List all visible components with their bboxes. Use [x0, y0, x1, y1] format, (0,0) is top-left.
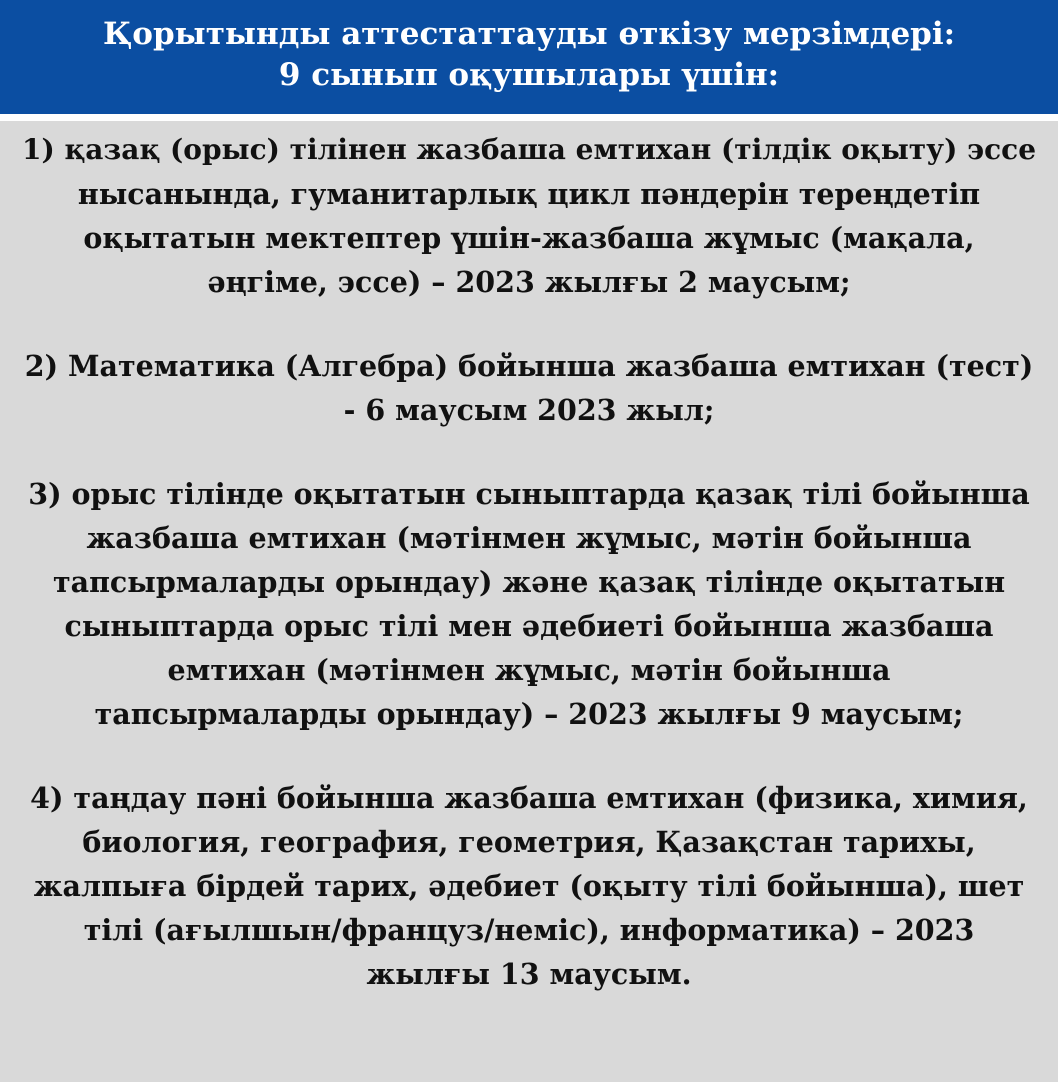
item-line: тапсырмаларды орындау) – 2023 жылғы 9 маусым; — [94, 697, 964, 731]
item-line: оқытатын мектептер үшін-жазбаша жұмыс (мақала, — [83, 221, 975, 255]
header-divider — [0, 114, 1058, 121]
schedule-item-2 — [0, 344, 1058, 432]
schedule-item-4 — [0, 776, 1058, 996]
item-line: 1) қазақ (орыс) тілінен жазбаша емтихан (тілдік оқыту) эссе — [21, 133, 1037, 166]
item-line: жалпыға бірдей тарих, әдебиет (оқыту тілі бойынша), шет — [33, 869, 1025, 903]
schedule-item-1 — [0, 128, 1058, 304]
item-line: - 6 маусым 2023 жыл; — [343, 393, 715, 427]
item-line: тілі (ағылшын/француз/неміс), информатика) – 2023 — [83, 913, 975, 947]
item-line: 3) орыс тілінде оқытатын сыныптарда қазақ тілі бойынша — [28, 477, 1030, 511]
item-line: биология, география, геометрия, Қазақстан тарихы, — [82, 825, 976, 859]
title-banner — [0, 0, 1058, 114]
item-line: әңгіме, эссе) – 2023 жылғы 2 маусым; — [207, 265, 851, 299]
item-line: сыныптарда орыс тілі мен әдебиеті бойынша жазбаша — [64, 609, 994, 643]
title-line-2: 9 сынып оқушылары үшін: — [278, 57, 780, 93]
schedule-list — [0, 128, 1058, 1036]
item-line: жазбаша емтихан (мәтінмен жұмыс, мәтін бойынша — [86, 521, 972, 555]
item-line: 4) таңдау пәні бойынша жазбаша емтихан (физика, химия, — [30, 781, 1028, 815]
title-line-1: Қорытынды аттестаттауды өткізу мерзімдері: — [102, 16, 956, 52]
item-line: жылғы 13 маусым. — [366, 957, 692, 991]
schedule-item-3 — [0, 472, 1058, 736]
item-line: тапсырмаларды орындау) және қазақ тілінде оқытатын — [52, 565, 1006, 599]
item-line: 2) Математика (Алгебра) бойынша жазбаша емтихан (тест) — [24, 349, 1034, 383]
item-line: нысанында, гуманитарлық цикл пәндерін тереңдетіп — [77, 177, 981, 211]
item-line: емтихан (мәтінмен жұмыс, мәтін бойынша — [167, 653, 891, 687]
